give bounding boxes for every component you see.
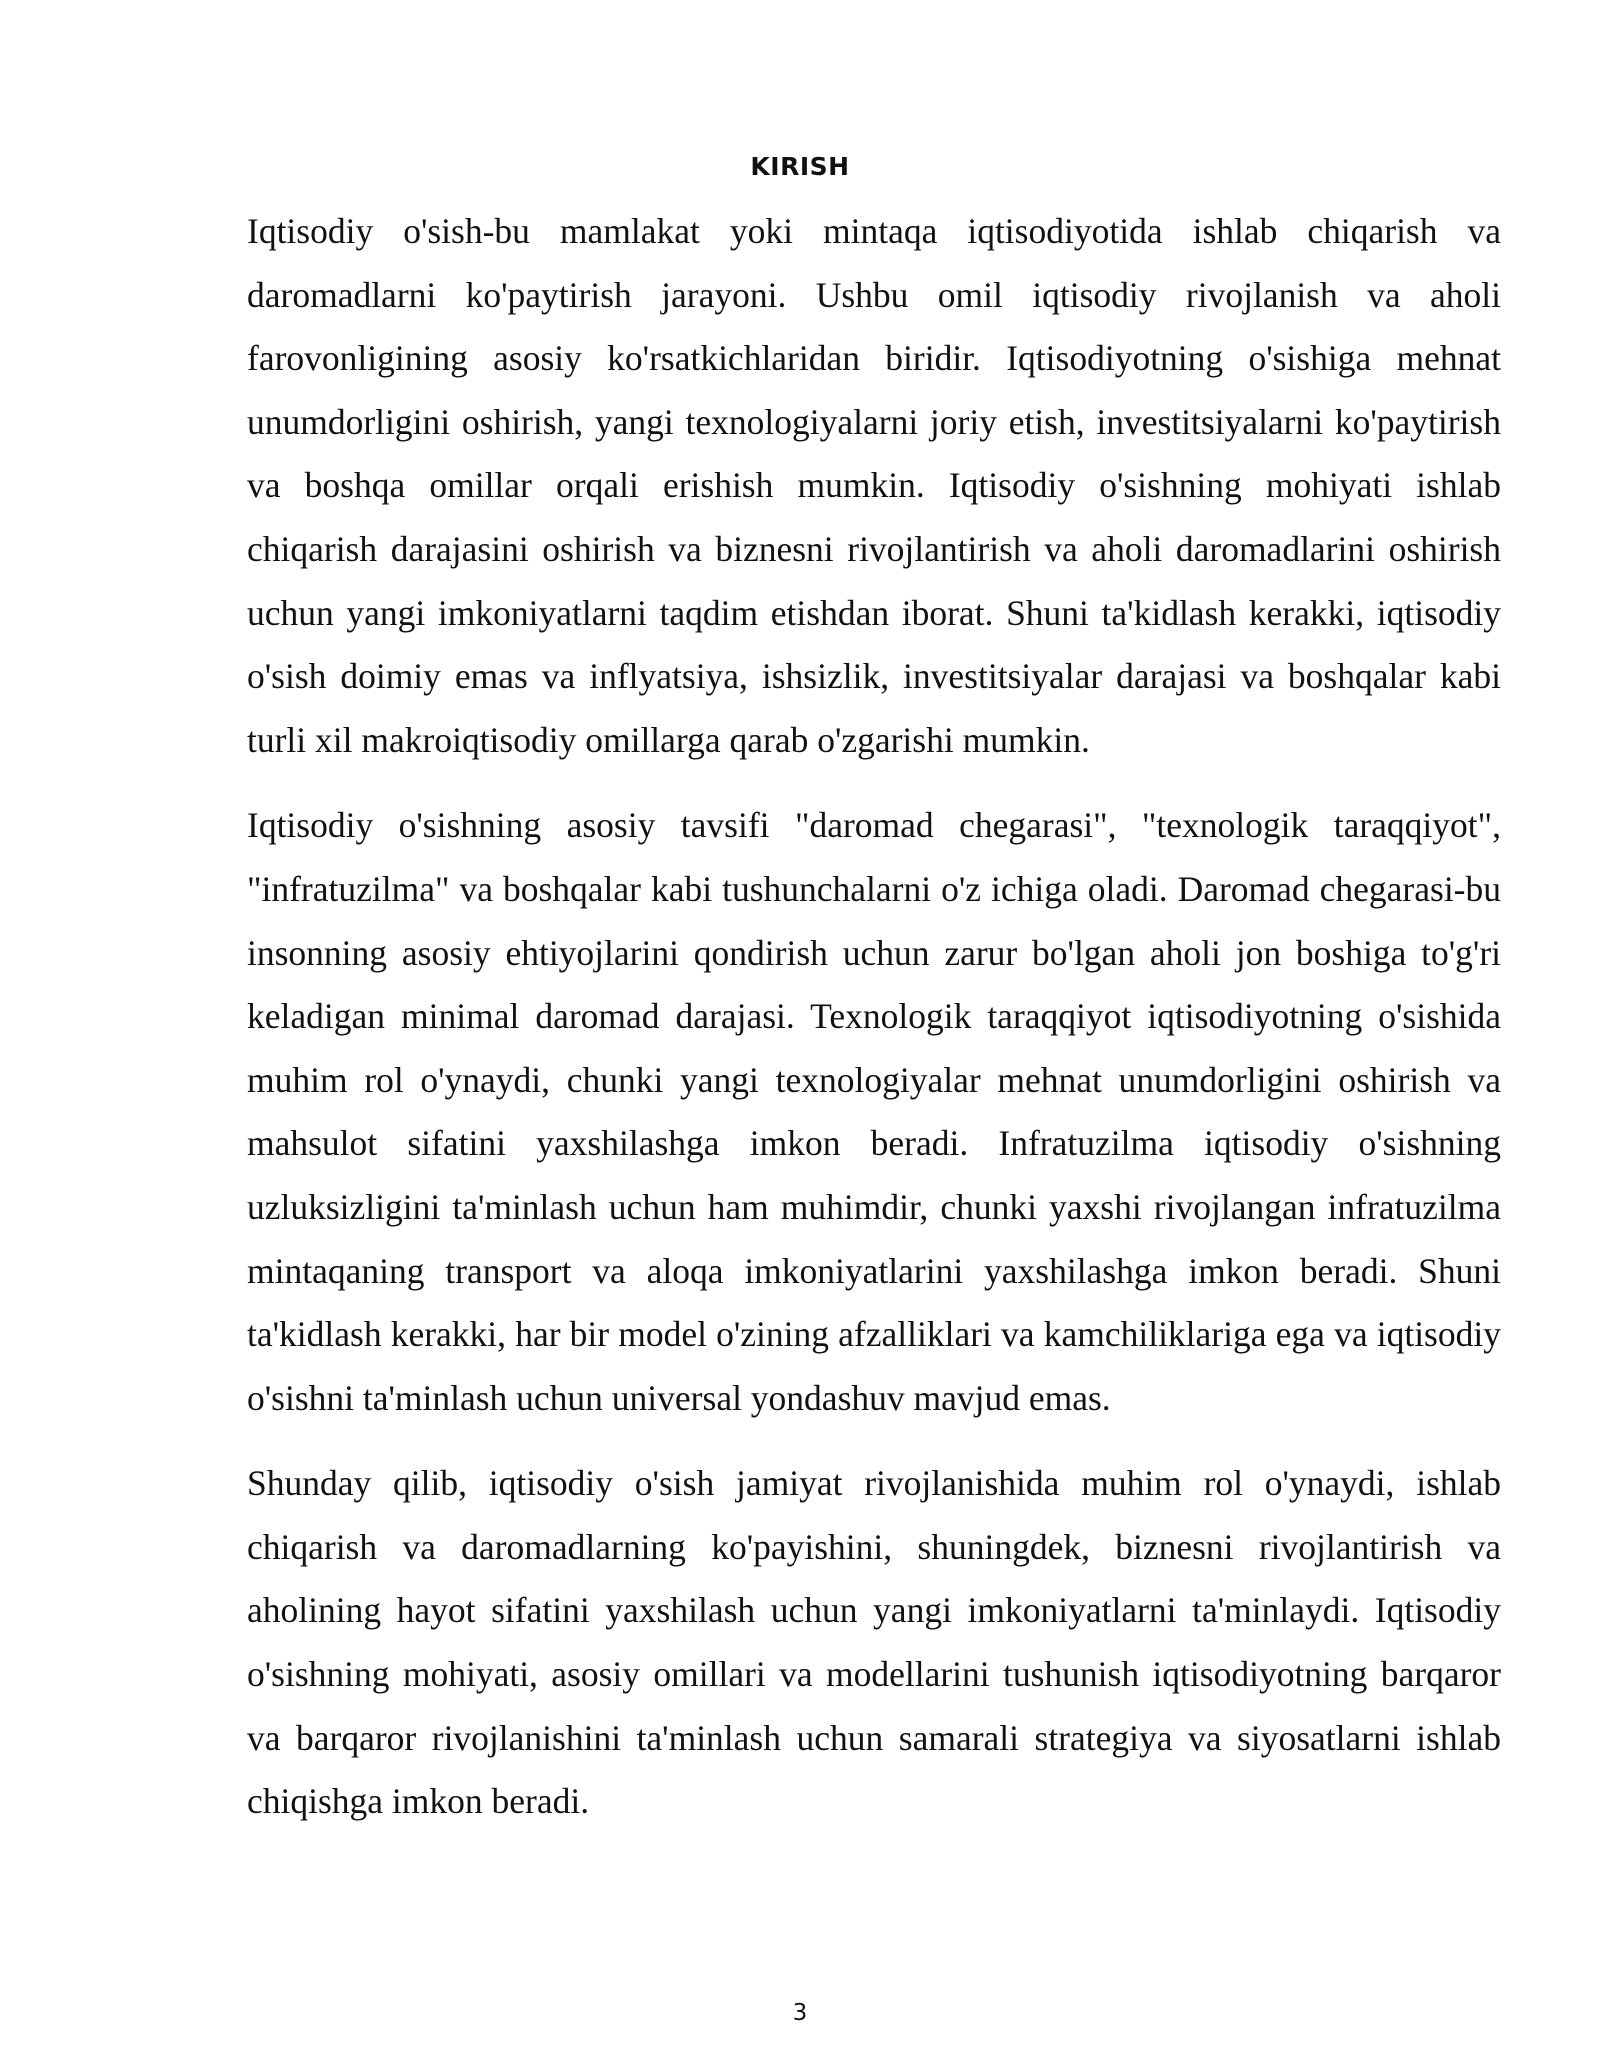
paragraph-3: Shunday qilib, iqtisodiy o'sish jamiyat rivojlanishida muhim rol o'ynaydi, ishlab chiqarish va daromadlarning ko'payishini, shuningdek, biznesni rivojlantirish va aholining hayot sifatini yaxshilash uchun yangi imkoniyatlarni ta'minlaydi. Iqtisodiy o'sishning mohiyati, asosiy omillari va modellarini tushunish iqtisodiyotning barqaror va barqaror rivojlanishini ta'minlash uchun samarali strategiya va siyosatlarni ishlab chiqishga imkon beradi. [247, 1463, 1501, 1822]
paragraph-1: Iqtisodiy o'sish-bu mamlakat yoki mintaqa iqtisodiyotida ishlab chiqarish va daromadlarni ko'paytirish jarayoni. Ushbu omil iqtisodiy rivojlanish va aholi farovonligining asosiy ko'rsatkichlaridan biridir. Iqtisodiyotning o'sishiga mehnat unumdorligini oshirish, yangi texnologiyalarni joriy etish, investitsiyalarni ko'paytirish va boshqa omillar orqali erishish mumkin. Iqtisodiy o'sishning mohiyati ishlab chiqarish darajasini oshirish va biznesni rivojlantirish va aholi daromadlarini oshirish uchun yangi imkoniyatlarni taqdim etishdan iborat. Shuni ta'kidlash kerakki, iqtisodiy o'sish doimiy emas va inflyatsiya, ishsizlik, investitsiyalar darajasi va boshqalar kabi turli xil makroiqtisodiy omillarga qarab o'zgarishi mumkin. [247, 211, 1501, 760]
section-heading: KIRISH [750, 152, 850, 181]
paragraph-2: Iqtisodiy o'sishning asosiy tavsifi "daromad chegarasi", "texnologik taraqqiyot", "infratuzilma" va boshqalar kabi tushunchalarni o'z ichiga oladi. Daromad chegarasi-bu insonning asosiy ehtiyojlarini qondirish uchun zarur bo'lgan aholi jon boshiga to'g'ri keladigan minimal daromad darajasi. Texnologik taraqqiyot iqtisodiyotning o'sishida muhim rol o'ynaydi, chunki yangi texnologiyalar mehnat unumdorligini oshirish va mahsulot sifatini yaxshilashga imkon beradi. Infratuzilma iqtisodiy o'sishning uzluksizligini ta'minlash uchun ham muhimdir, chunki yaxshi rivojlangan infratuzilma mintaqaning transport va aloqa imkoniyatlarini yaxshilashga imkon beradi. Shuni ta'kidlash kerakki, har bir model o'zining afzalliklari va kamchiliklariga ega va iqtisodiy o'sishni ta'minlash uchun universal yondashuv mavjud emas. [247, 805, 1501, 1418]
page-number: 3 [792, 2000, 808, 2026]
body-text [247, 200, 1501, 1856]
